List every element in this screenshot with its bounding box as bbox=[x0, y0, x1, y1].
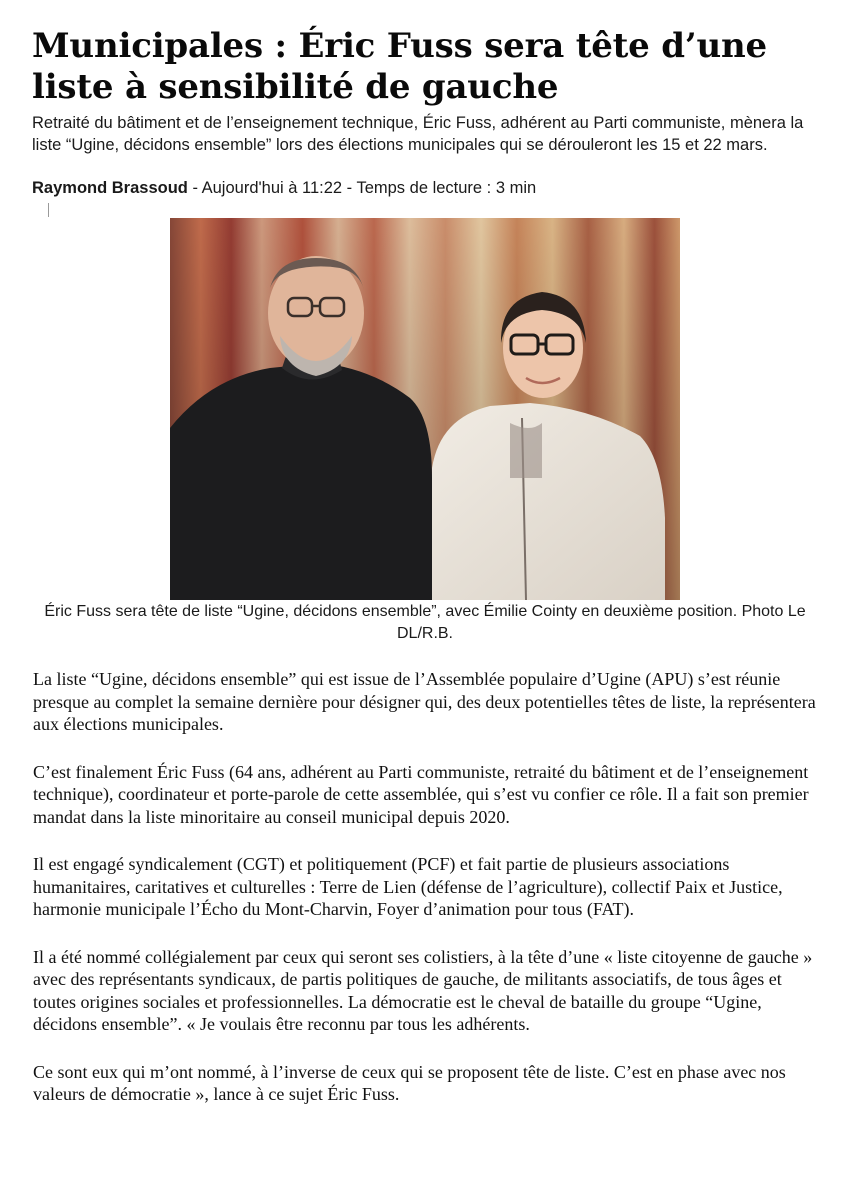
article-lead: Retraité du bâtiment et de l’enseignement technique, Éric Fuss, adhérent au Parti communiste, mènera la liste “Ugine, décidons ensemble” lors des élections municipales qui se dérouleront les 15 et 22 mars. bbox=[32, 114, 804, 154]
article-paragraph: C’est finalement Éric Fuss (64 ans, adhérent au Parti communiste, retraité du bâtiment et de l’enseignement technique), coordinateur et porte-parole de cette assemblée, qui s’est vu confier ce rôle. Il a fait son premier mandat dans la liste minoritaire au conseil municipal depuis 2020. bbox=[33, 761, 809, 827]
article-paragraph: Il est engagé syndicalement (CGT) et politiquement (PCF) et fait partie de plusieurs associations humanitaires, caritatives et culturelles : Terre de Lien (défense de l’agriculture), collectif Paix et Justice, harmonie municipale l’Écho du Mont-Charvin, Foyer d’animation pour tous (FAT). bbox=[33, 854, 783, 919]
photo-illustration bbox=[170, 218, 680, 600]
text-cursor bbox=[48, 203, 49, 217]
photo-caption: Éric Fuss sera tête de liste “Ugine, décidons ensemble”, avec Émilie Cointy en deuxième position. Photo Le DL/R.B. bbox=[44, 603, 806, 642]
article-headline: Municipales : Éric Fuss sera tête d’une liste à sensibilité de gauche bbox=[32, 26, 767, 107]
reading-time: - Temps de lecture : 3 min bbox=[342, 179, 537, 197]
article-paragraph: La liste “Ugine, décidons ensemble” qui est issue de l’Assemblée populaire d’Ugine (APU) s’est réunie presque au complet la semaine dernière pour désigner qui, des deux potentielles têtes de liste, la représentera aux élections municipales. bbox=[33, 669, 816, 734]
publish-date: - Aujourd'hui à 11:22 bbox=[187, 179, 343, 197]
article-body bbox=[33, 668, 823, 1131]
article-paragraph: Il a été nommé collégialement par ceux qui seront ses colistiers, à la tête d’une « liste citoyenne de gauche » avec des représentants syndicaux, de partis politiques de gauche, de militants associatifs, de tous âges et toutes origines sociales et professionnelles. La démocratie est le cheval de bataille du groupe “Ugine, décidons ensemble”. « Je voulais être reconnu par tous les adhérents. bbox=[33, 946, 813, 1034]
article-photo[interactable] bbox=[170, 218, 680, 600]
author-name[interactable]: Raymond Brassoud bbox=[32, 179, 188, 197]
article-paragraph: Ce sont eux qui m’ont nommé, à l’inverse de ceux qui se proposent tête de liste. C’est en phase avec nos valeurs de démocratie », lance à ce sujet Éric Fuss. bbox=[33, 1061, 786, 1104]
article-byline bbox=[32, 177, 812, 199]
